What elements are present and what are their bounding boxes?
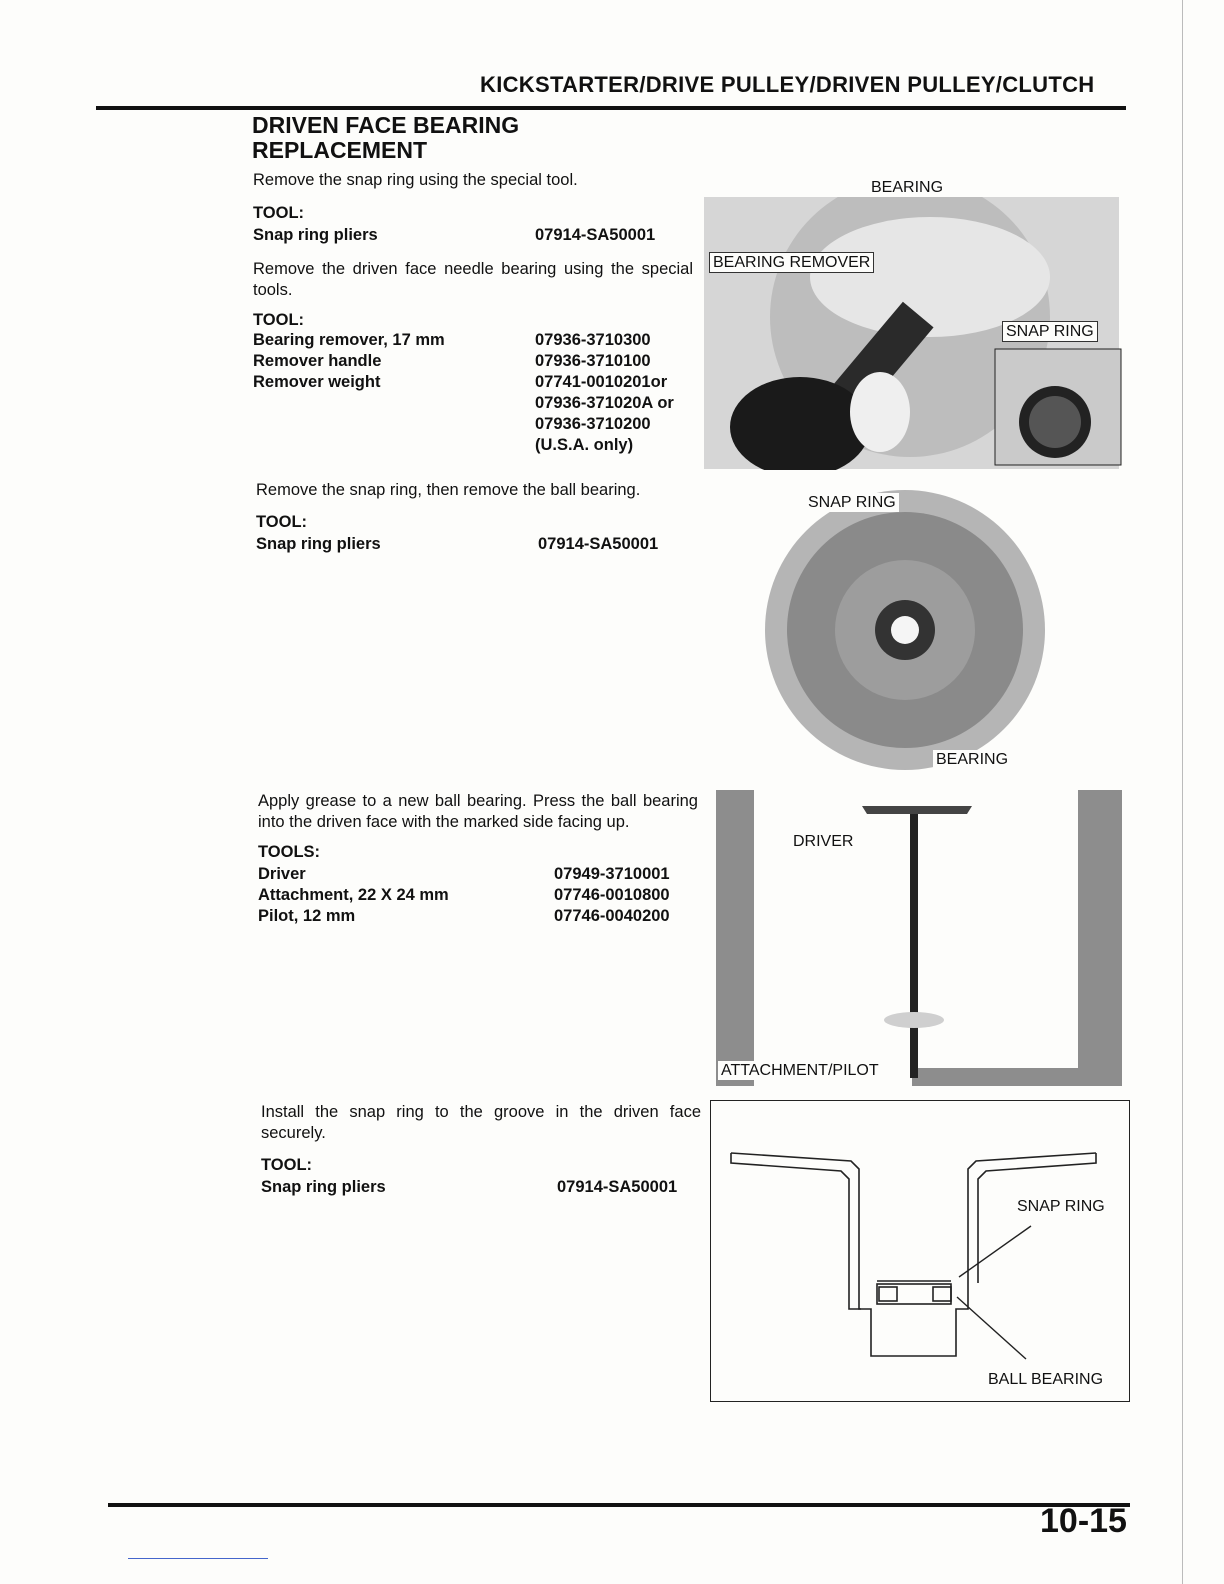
tool-number: 07914-SA50001: [538, 535, 659, 553]
callout-snap-ring: SNAP RING: [1014, 1197, 1108, 1216]
driver-photo: [712, 788, 1124, 1088]
tool-number: 07914-SA50001: [557, 1178, 678, 1196]
callout-attachment-pilot: ATTACHMENT/PILOT: [718, 1061, 882, 1080]
tool-name: Snap ring pliers: [253, 226, 378, 244]
figure-driver: [712, 788, 1124, 1088]
tool-row: [258, 864, 670, 885]
tool-label: TOOL:: [256, 513, 308, 531]
tool-number: 07936-3710100: [535, 352, 651, 370]
figure-cross-section: [710, 1100, 1130, 1402]
tool-name: Snap ring pliers: [256, 535, 381, 553]
callout-bearing-remover: BEARING REMOVER: [709, 252, 874, 273]
tool-name: Remover weight: [253, 373, 381, 391]
tool-name: Bearing remover, 17 mm: [253, 331, 445, 349]
tool-name: Snap ring pliers: [261, 1178, 386, 1196]
step-text: Remove the driven face needle bearing using the special tools.: [253, 260, 693, 299]
section-title: DRIVEN FACE BEARING REPLACEMENT: [252, 112, 520, 163]
tool-table: [256, 534, 658, 555]
callout-snap-ring: SNAP RING: [805, 493, 899, 512]
footer-rule: [108, 1503, 1130, 1507]
tool-number: 07914-SA50001: [535, 226, 656, 244]
tool-row: [258, 906, 670, 927]
tool-row: [256, 534, 658, 555]
tool-row: [253, 225, 655, 246]
tool-number: 07936-3710300: [535, 331, 651, 349]
driven-face-photo: [740, 485, 1070, 775]
tool-number: 07746-0040200: [554, 907, 670, 925]
tool-label: TOOLS:: [258, 843, 321, 861]
callout-ball-bearing: BALL BEARING: [985, 1370, 1106, 1389]
tool-row: [261, 1177, 677, 1198]
tool-table: [261, 1177, 677, 1198]
tool-table: [253, 225, 655, 246]
callout-driver: DRIVER: [790, 832, 856, 851]
callout-snap-ring: SNAP RING: [1002, 321, 1098, 342]
figure-driven-face: [740, 485, 1070, 775]
figure-bearing-remover: [700, 175, 1125, 470]
tool-label: TOOL:: [253, 204, 305, 222]
tool-table: [253, 330, 674, 456]
cross-section-diagram: [711, 1101, 1129, 1401]
step-text: Remove the snap ring, then remove the ball bearing.: [256, 481, 641, 499]
step-text: Install the snap ring to the groove in the driven face securely.: [261, 1103, 701, 1142]
tool-name: Remover handle: [253, 352, 382, 370]
tool-number: 07949-3710001: [554, 865, 670, 883]
link-underline: [128, 1558, 268, 1559]
tool-table: [258, 864, 670, 927]
tool-row: [253, 330, 674, 351]
tool-label: TOOL:: [253, 311, 305, 329]
step-text: Remove the snap ring using the special tool.: [253, 171, 578, 189]
callout-bearing: BEARING: [868, 178, 946, 197]
callout-bearing: BEARING: [933, 750, 1011, 769]
tool-row: [253, 372, 674, 456]
step-4: [258, 791, 698, 927]
step-2: [253, 259, 693, 456]
tool-name: Attachment, 22 X 24 mm: [258, 886, 449, 904]
step-3: [256, 480, 696, 555]
tool-label: TOOL:: [261, 1156, 313, 1174]
tool-name: Driver: [258, 865, 306, 883]
page-margin-line: [1182, 0, 1183, 1584]
chapter-header-title: KICKSTARTER/DRIVE PULLEY/DRIVEN PULLEY/CLUTCH: [480, 72, 1095, 97]
step-1: [253, 170, 693, 246]
tool-number: 07741-0010201or 07936-371020A or 07936-3710200 (U.S.A. only): [535, 373, 674, 454]
step-5: [261, 1102, 701, 1198]
header-rule: [96, 106, 1126, 110]
tool-name: Pilot, 12 mm: [258, 907, 356, 925]
page-number: 10-15: [1040, 1502, 1127, 1540]
tool-row: [258, 885, 670, 906]
tool-number: 07746-0010800: [554, 886, 670, 904]
step-text: Apply grease to a new ball bearing. Press the ball bearing into the driven face with the marked side facing up.: [258, 792, 698, 831]
tool-row: [253, 351, 674, 372]
